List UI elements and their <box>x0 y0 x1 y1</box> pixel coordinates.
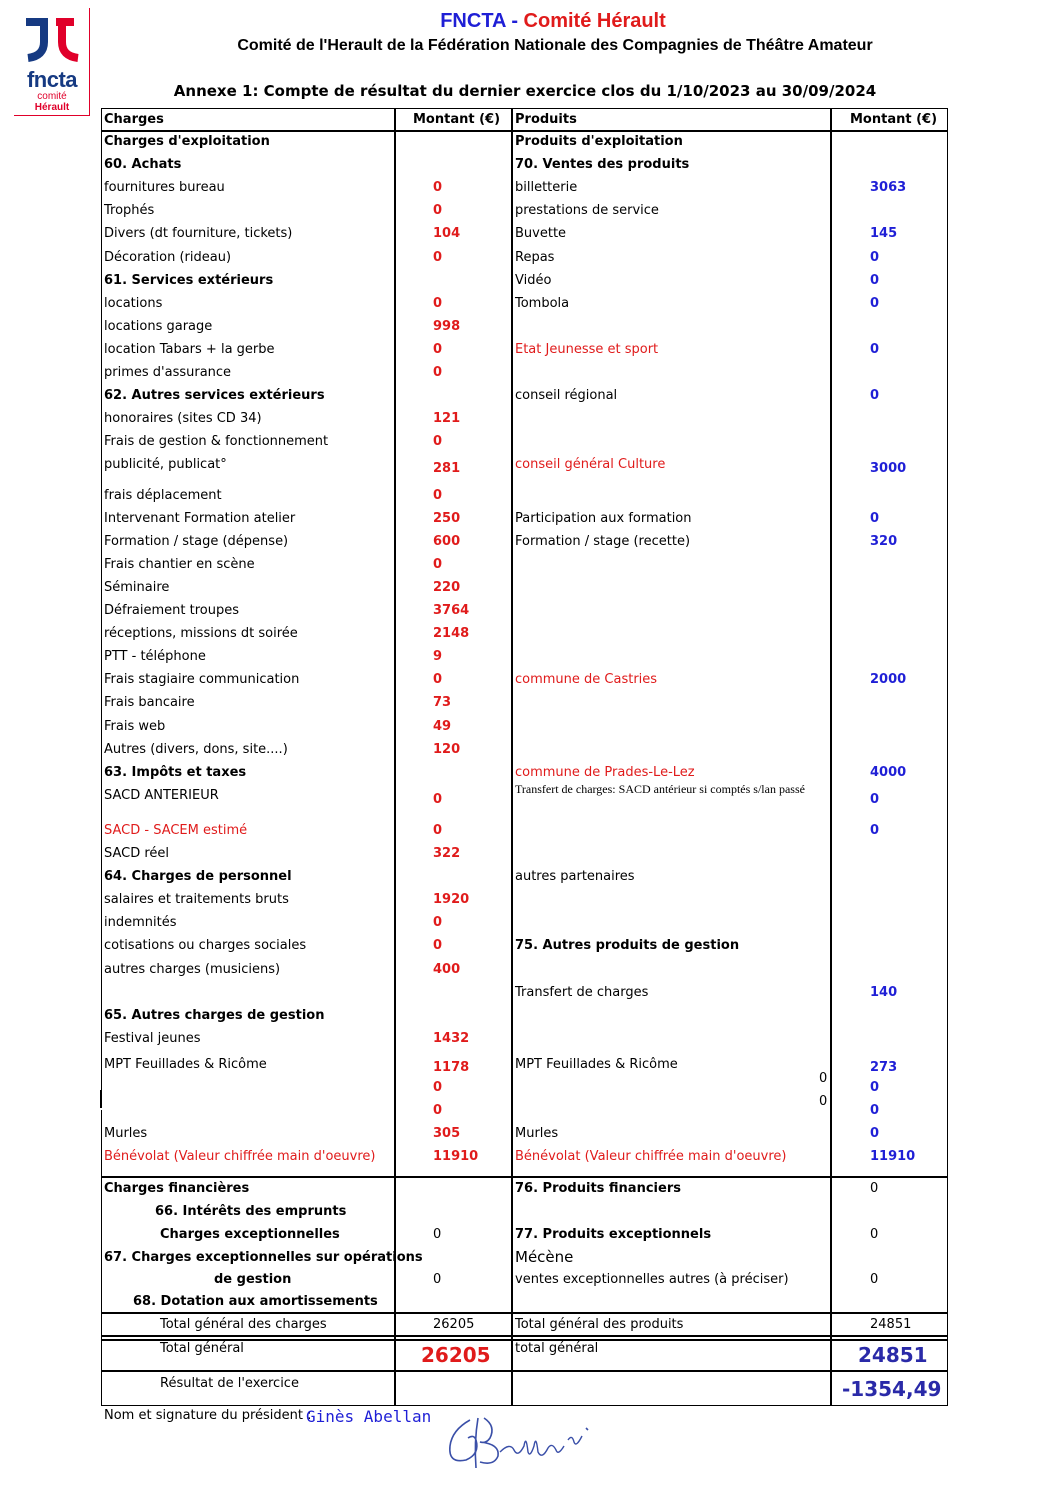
produits-row-amount: 0 <box>870 510 880 526</box>
charges-row-label: 61. Services extérieurs <box>104 272 274 288</box>
produits-row-amount: 4000 <box>870 764 907 780</box>
charges-row-amount: 0 <box>433 1103 443 1119</box>
produits-row-label: Bénévolat (Valeur chiffrée main d'oeuvre) <box>515 1149 787 1165</box>
charges-row-label: Murles <box>104 1126 148 1142</box>
charges-row-label: 60. Achats <box>104 157 182 173</box>
produits-row-side-value: 0 <box>819 1094 828 1110</box>
charges-row-label: frais déplacement <box>104 487 222 503</box>
produits-row-label: MPT Feuillades & Ricôme <box>515 1056 678 1072</box>
produits-row-amount: 3063 <box>870 180 907 196</box>
charges-row-label: Frais de gestion & fonctionnement <box>104 434 329 450</box>
produits-financiers-amount: 0 <box>870 1181 879 1196</box>
charges-row-label: indemnités <box>104 915 177 931</box>
charges-row-amount: 0 <box>433 556 443 572</box>
produits-row-label: 70. Ventes des produits <box>515 157 690 173</box>
charges-row-amount: 0 <box>433 791 443 807</box>
produits-row-side-value: 0 <box>819 1071 828 1086</box>
charges-row-amount: 400 <box>433 961 461 977</box>
produits-row-amount: 2000 <box>870 672 907 688</box>
charges-row-label: réceptions, missions dt soirée <box>104 626 298 642</box>
produits-exceptionnels-label: 77. Produits exceptionnels <box>515 1227 712 1242</box>
produits-row-label: Murles <box>515 1126 559 1142</box>
charges-row-label: honoraires (sites CD 34) <box>104 411 262 427</box>
mecene-label: Mécène <box>515 1248 574 1266</box>
charges-row-label: 63. Impôts et taxes <box>104 764 247 780</box>
total-charges-amount: 26205 <box>433 1317 475 1332</box>
charges-row-label: Frais stagiaire communication <box>104 672 300 688</box>
charges-row-amount: 11910 <box>433 1149 479 1165</box>
charges-row-amount: 1432 <box>433 1030 470 1046</box>
charges-row-amount: 9 <box>433 649 443 665</box>
charges-row-label: Formation / stage (dépense) <box>104 533 289 549</box>
produits-row-label: Vidéo <box>515 272 552 288</box>
produits-row-amount: 145 <box>870 226 898 242</box>
handwritten-signature <box>440 1412 600 1474</box>
produits-row-label: Participation aux formation <box>515 510 692 526</box>
charges-row-label: location Tabars + la gerbe <box>104 341 275 357</box>
charges-row-amount: 0 <box>433 434 443 450</box>
charges-row-label: Autres (divers, dons, site....) <box>104 741 288 757</box>
charges-row-label: Intervenant Formation atelier <box>104 510 296 526</box>
produits-row-amount: 273 <box>870 1059 898 1075</box>
logo-region: Hérault <box>34 102 70 113</box>
page-title <box>0 10 1058 33</box>
charges-row-label: cotisations ou charges sociales <box>104 938 307 954</box>
produits-row-label: commune de Castries <box>515 672 658 688</box>
charges-row-label: salaires et traitements bruts <box>104 892 289 908</box>
produits-row-amount: 0 <box>870 295 880 311</box>
charges-row-label: Festival jeunes <box>104 1030 201 1046</box>
charges-row-amount: 0 <box>433 938 443 954</box>
operations-gestion-amount: 0 <box>433 1272 442 1287</box>
produits-row-label: conseil régional <box>515 388 618 404</box>
produits-row-amount: 140 <box>870 984 898 1000</box>
total-produits-label: Total général des produits <box>515 1317 684 1332</box>
total-produits-amount: 24851 <box>870 1317 912 1332</box>
charges-row-label: Frais web <box>104 718 166 734</box>
charges-row-amount: 220 <box>433 579 461 595</box>
total-charges-label: Total général des charges <box>160 1317 327 1332</box>
charges-row-amount: 0 <box>433 365 443 380</box>
produits-row-amount: 0 <box>870 272 880 288</box>
produits-row-amount: 0 <box>870 388 880 404</box>
charges-row-amount: 73 <box>433 695 452 711</box>
dotation-label: 68. Dotation aux amortissements <box>133 1294 378 1309</box>
charges-row-label: Divers (dt fourniture, tickets) <box>104 226 293 242</box>
produits-row-amount: 320 <box>870 533 898 549</box>
charges-row-amount: 305 <box>433 1126 461 1142</box>
produits-row-amount: 0 <box>870 1126 880 1142</box>
charges-row-label: publicité, publicat° <box>104 457 227 473</box>
produits-row-label: Transfert de charges <box>515 984 649 1000</box>
ventes-exceptionnelles-label: ventes exceptionnelles autres (à préciser) <box>515 1272 789 1287</box>
charges-row-amount: 0 <box>433 822 443 838</box>
col-header-montant-produits: Montant (€) <box>850 112 938 127</box>
charges-row-amount: 0 <box>433 203 443 219</box>
charges-row-label: Frais chantier en scène <box>104 556 255 572</box>
produits-row-amount: 0 <box>870 1103 880 1119</box>
produits-row-amount: 3000 <box>870 461 907 477</box>
produits-row-amount: 11910 <box>870 1149 916 1165</box>
produits-financiers-label: 76. Produits financiers <box>515 1181 681 1196</box>
produits-row-label: Formation / stage (recette) <box>515 533 691 549</box>
page-subtitle: Comité de l'Herault de la Fédération Nationale des Compagnies de Théâtre Amateur <box>237 37 873 54</box>
produits-row-label: Transfert de charges: SACD antérieur si comptés s/lan passé <box>515 781 805 796</box>
title-comite: Comité Hérault <box>523 10 666 32</box>
charges-row-label: Décoration (rideau) <box>104 249 232 265</box>
charges-exceptionnelles-label: Charges exceptionnelles <box>160 1227 340 1242</box>
charges-exceptionnelles-amount: 0 <box>433 1227 442 1242</box>
charges-row-amount: 600 <box>433 533 461 549</box>
charges-row-label: PTT - téléphone <box>104 649 206 665</box>
produits-row-label: 75. Autres produits de gestion <box>515 938 740 954</box>
charges-row-amount: 49 <box>433 718 452 734</box>
charges-row-amount: 0 <box>433 487 443 503</box>
interets-label: 66. Intérêts des emprunts <box>155 1204 347 1219</box>
produits-row-label: conseil général Culture <box>515 457 666 473</box>
president-name: Ginès Abellan <box>306 1407 432 1426</box>
charges-row-label: SACD réel <box>104 846 170 861</box>
produits-row-label: autres partenaires <box>515 869 635 885</box>
charges-row-label: 62. Autres services extérieurs <box>104 388 325 404</box>
charges-row-label: fournitures bureau <box>104 180 225 196</box>
charges-row-label: locations garage <box>104 318 213 334</box>
charges-row-amount: 1178 <box>433 1059 470 1075</box>
charges-row-label: SACD ANTERIEUR <box>104 787 219 803</box>
charges-row-amount: 0 <box>433 341 443 357</box>
charges-row-amount: 281 <box>433 461 461 477</box>
operations-gestion-label-2: de gestion <box>214 1272 292 1287</box>
charges-row-amount: 250 <box>433 510 461 526</box>
total-general-produits-label: total général <box>515 1341 599 1356</box>
annex-title: Annexe 1: Compte de résultat du dernier exercice clos du 1/10/2023 au 30/09/2024 <box>173 82 877 100</box>
produits-row-label: Produits d'exploitation <box>515 134 683 149</box>
produits-row-amount: 0 <box>870 1080 880 1095</box>
charges-row-label: Trophés <box>104 203 155 219</box>
charges-row-amount: 0 <box>433 1080 443 1095</box>
charges-row-label: locations <box>104 295 163 311</box>
charges-row-amount: 0 <box>433 249 443 265</box>
produits-row-label: prestations de service <box>515 203 659 219</box>
charges-row-amount: 0 <box>433 295 443 311</box>
charges-row-label: autres charges (musiciens) <box>104 961 281 977</box>
total-general-produits: 24851 <box>858 1343 928 1367</box>
charges-row-label: Bénévolat (Valeur chiffrée main d'oeuvre) <box>104 1149 376 1165</box>
charges-row-amount: 1920 <box>433 892 470 908</box>
charges-row-label: Charges d'exploitation <box>104 134 270 149</box>
produits-row-label: Etat Jeunesse et sport <box>515 341 659 357</box>
resultat-label: Résultat de l'exercice <box>160 1376 299 1391</box>
col-header-charges: Charges <box>104 112 164 127</box>
produits-row-amount: 0 <box>870 341 880 357</box>
produits-exceptionnels-amount: 0 <box>870 1227 879 1242</box>
produits-row-label: Buvette <box>515 226 567 242</box>
produits-row-amount: 0 <box>870 249 880 265</box>
col-header-produits: Produits <box>515 112 577 127</box>
title-fncta: FNCTA - <box>440 10 524 32</box>
charges-row-label: 64. Charges de personnel <box>104 869 292 885</box>
produits-row-label: Repas <box>515 249 555 265</box>
charges-row-amount: 0 <box>433 915 443 931</box>
produits-row-label: commune de Prades-Le-Lez <box>515 764 695 780</box>
charges-row-amount: 0 <box>433 180 443 196</box>
charges-row-amount: 3764 <box>433 603 470 618</box>
produits-row-amount: 0 <box>870 822 880 838</box>
charges-row-label: Frais bancaire <box>104 695 195 711</box>
charges-financieres-label: Charges financières <box>104 1181 250 1196</box>
resultat-amount: -1354,49 <box>842 1377 942 1401</box>
charges-row-amount: 2148 <box>433 626 470 642</box>
produits-row-amount: 0 <box>870 791 880 807</box>
operations-gestion-label: 67. Charges exceptionnelles sur opérations <box>104 1250 423 1265</box>
charges-row-label: SACD - SACEM estimé <box>104 822 248 838</box>
charges-row-label: 65. Autres charges de gestion <box>104 1007 325 1023</box>
logo-subtitle: comité <box>37 91 67 102</box>
total-general-label: Total général <box>160 1341 244 1356</box>
total-general-charges: 26205 <box>421 1343 491 1367</box>
produits-row-label: billetterie <box>515 180 578 196</box>
charges-row-label: primes d'assurance <box>104 365 232 380</box>
charges-row-amount: 120 <box>433 741 461 757</box>
logo-word: fncta <box>26 67 78 92</box>
charges-row-label: Défraiement troupes <box>104 603 240 618</box>
charges-row-amount: 104 <box>433 226 461 242</box>
charges-row-amount: 998 <box>433 318 461 334</box>
produits-row-label: Tombola <box>515 295 570 311</box>
charges-row-amount: 322 <box>433 846 461 861</box>
signature-label: Nom et signature du président : <box>104 1408 312 1423</box>
charges-row-amount: 121 <box>433 411 461 427</box>
col-header-montant-charges: Montant (€) <box>413 112 501 127</box>
ventes-exceptionnelles-amount: 0 <box>870 1272 879 1287</box>
charges-row-amount: 0 <box>433 672 443 688</box>
charges-row-label: Séminaire <box>104 579 170 595</box>
charges-row-label: MPT Feuillades & Ricôme <box>104 1056 267 1072</box>
